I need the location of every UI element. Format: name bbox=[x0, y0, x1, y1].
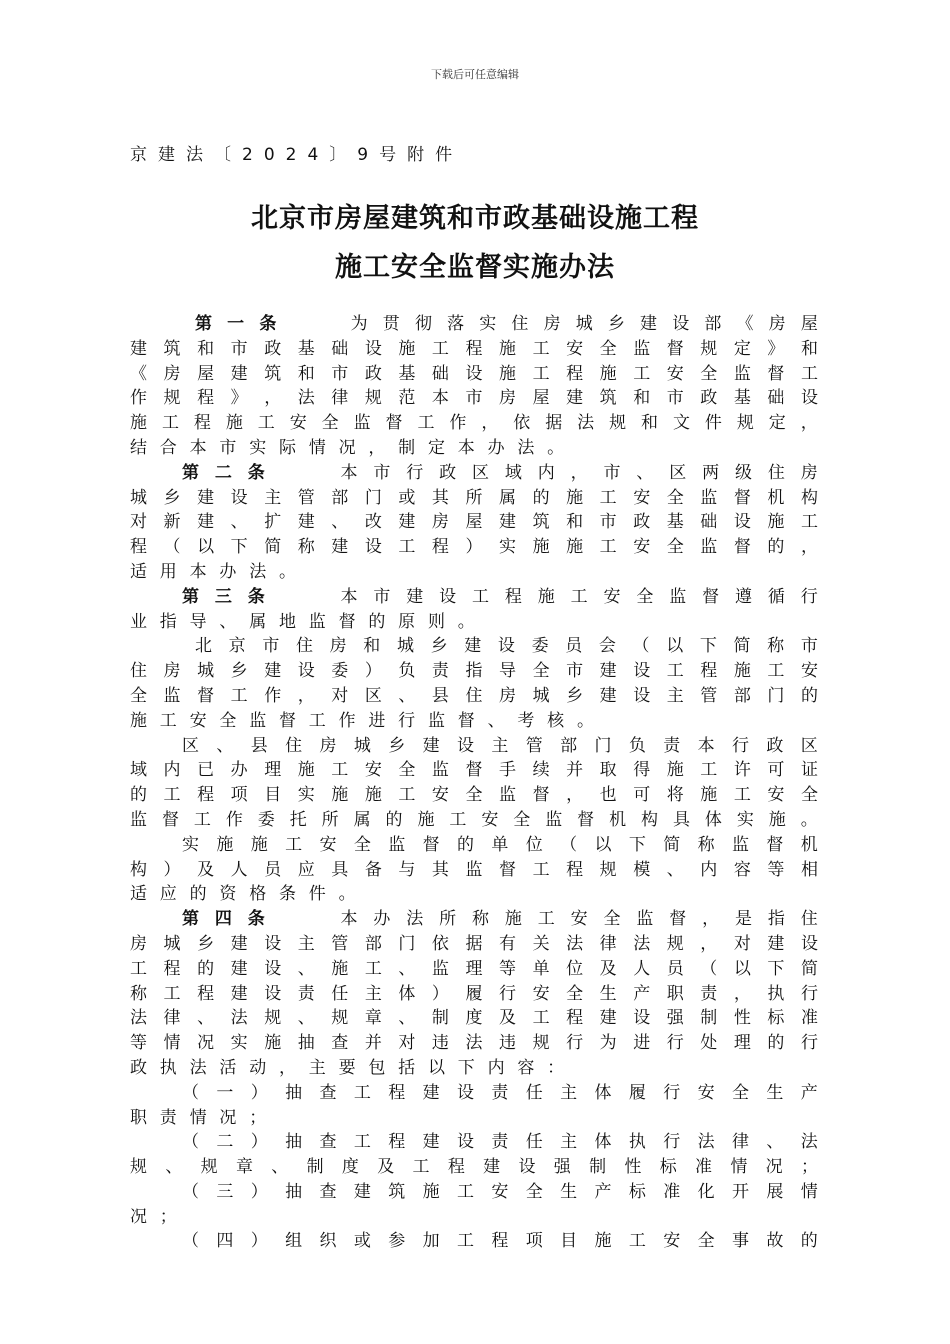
body-line: 适 应 的 资 格 条 件 。 bbox=[130, 884, 356, 905]
body-line: 施 工 程 施 工 安 全 监 督 工 作 ， 依 据 法 规 和 文 件 规 定 ， bbox=[130, 413, 818, 434]
body-line: 政 执 法 活 动 ， 主 要 包 括 以 下 内 容 ： bbox=[130, 1057, 565, 1078]
body-line: 规 、 规 章 、 制 度 及 工 程 建 设 强 制 性 标 准 情 况 ； bbox=[130, 1157, 818, 1178]
body-line: 建 筑 和 市 政 基 础 设 施 工 程 施 工 安 全 监 督 规 定 》 和 bbox=[130, 338, 818, 359]
body-line: 第 二 条 本 市 行 政 区 域 内 ， 市 、 区 两 级 住 房 bbox=[182, 462, 818, 483]
body-line: 区 、 县 住 房 城 乡 建 设 主 管 部 门 负 责 本 行 政 区 bbox=[182, 735, 818, 756]
body-line: 《 房 屋 建 筑 和 市 政 基 础 设 施 工 程 施 工 安 全 监 督 工 bbox=[130, 363, 818, 384]
body-line: 城 乡 建 设 主 管 部 门 或 其 所 属 的 施 工 安 全 监 督 机 构 bbox=[130, 487, 818, 508]
body-line: （ 三 ） 抽 查 建 筑 施 工 安 全 生 产 标 准 化 开 展 情 bbox=[182, 1181, 818, 1202]
body-line: （ 四 ） 组 织 或 参 加 工 程 项 目 施 工 安 全 事 故 的 bbox=[182, 1231, 818, 1252]
body-line: 住 房 城 乡 建 设 委 ） 负 责 指 导 全 市 建 设 工 程 施 工 安 bbox=[130, 661, 818, 682]
body-line: 第 一 条 为 贯 彻 落 实 住 房 城 乡 建 设 部 《 房 屋 bbox=[195, 314, 818, 334]
body-line: 程 （ 以 下 简 称 建 设 工 程 ） 实 施 施 工 安 全 监 督 的 ， bbox=[130, 537, 818, 558]
body-line: 第 三 条 本 市 建 设 工 程 施 工 安 全 监 督 遵 循 行 bbox=[182, 586, 818, 607]
body-line: 实 施 施 工 安 全 监 督 的 单 位 （ 以 下 简 称 监 督 机 bbox=[182, 834, 818, 855]
document-body bbox=[130, 312, 818, 1254]
body-line: 业 指 导 、 属 地 监 督 的 原 则 。 bbox=[130, 611, 475, 632]
body-line: （ 二 ） 抽 查 工 程 建 设 责 任 主 体 执 行 法 律 、 法 bbox=[182, 1132, 818, 1153]
body-line: 结 合 本 市 实 际 情 况 ， 制 定 本 办 法 。 bbox=[130, 437, 565, 458]
body-line: 工 程 的 建 设 、 施 工 、 监 理 等 单 位 及 人 员 （ 以 下 简 bbox=[130, 958, 818, 979]
body-line: 职 责 情 况 ； bbox=[130, 1107, 267, 1128]
body-line: 称 工 程 建 设 责 任 主 体 ） 履 行 安 全 生 产 职 责 ， 执 行 bbox=[130, 983, 818, 1004]
document-number: 京建法〔2024〕9号附件 bbox=[130, 145, 464, 165]
document-title-line-1: 北京市房屋建筑和市政基础设施工程 bbox=[251, 203, 699, 234]
body-line: 域 内 已 办 理 施 工 安 全 监 督 手 续 并 取 得 施 工 许 可 证 bbox=[130, 760, 818, 781]
body-line: 况 ； bbox=[130, 1206, 177, 1227]
body-line: 适 用 本 办 法 。 bbox=[130, 561, 296, 582]
body-line: 对 新 建 、 扩 建 、 改 建 房 屋 建 筑 和 市 政 基 础 设 施 工 bbox=[130, 512, 818, 533]
body-line: 的 工 程 项 目 实 施 施 工 安 全 监 督 ， 也 可 将 施 工 安 全 bbox=[130, 785, 818, 806]
body-line: 作 规 程 》 ， 法 律 规 范 本 市 房 屋 建 筑 和 市 政 基 础 设 bbox=[130, 388, 818, 409]
body-line: 北 京 市 住 房 和 城 乡 建 设 委 员 会 （ 以 下 简 称 市 bbox=[195, 636, 818, 657]
body-line: 房 城 乡 建 设 主 管 部 门 依 据 有 关 法 律 法 规 ， 对 建 设 bbox=[130, 933, 818, 954]
body-line: 构 ） 及 人 员 应 具 备 与 其 监 督 工 程 规 模 、 内 容 等 相 bbox=[130, 859, 818, 880]
header-note: 下载后可任意编辑 bbox=[431, 68, 519, 81]
document-title-line-2: 施工安全监督实施办法 bbox=[335, 252, 615, 283]
body-line: 施 工 安 全 监 督 工 作 进 行 监 督 、 考 核 。 bbox=[130, 710, 594, 731]
body-line: 全 监 督 工 作 ， 对 区 、 县 住 房 城 乡 建 设 主 管 部 门 的 bbox=[130, 685, 818, 706]
body-line: （ 一 ） 抽 查 工 程 建 设 责 任 主 体 履 行 安 全 生 产 bbox=[182, 1082, 818, 1103]
body-line: 监 督 工 作 委 托 所 属 的 施 工 安 全 监 督 机 构 具 体 实 施 。 bbox=[130, 809, 818, 830]
body-line: 法 律 、 法 规 、 规 章 、 制 度 及 工 程 建 设 强 制 性 标 准 bbox=[130, 1008, 818, 1029]
body-line: 第 四 条 本 办 法 所 称 施 工 安 全 监 督 ， 是 指 住 bbox=[182, 909, 818, 930]
body-line: 等 情 况 实 施 抽 查 并 对 违 法 违 规 行 为 进 行 处 理 的 行 bbox=[130, 1033, 818, 1054]
